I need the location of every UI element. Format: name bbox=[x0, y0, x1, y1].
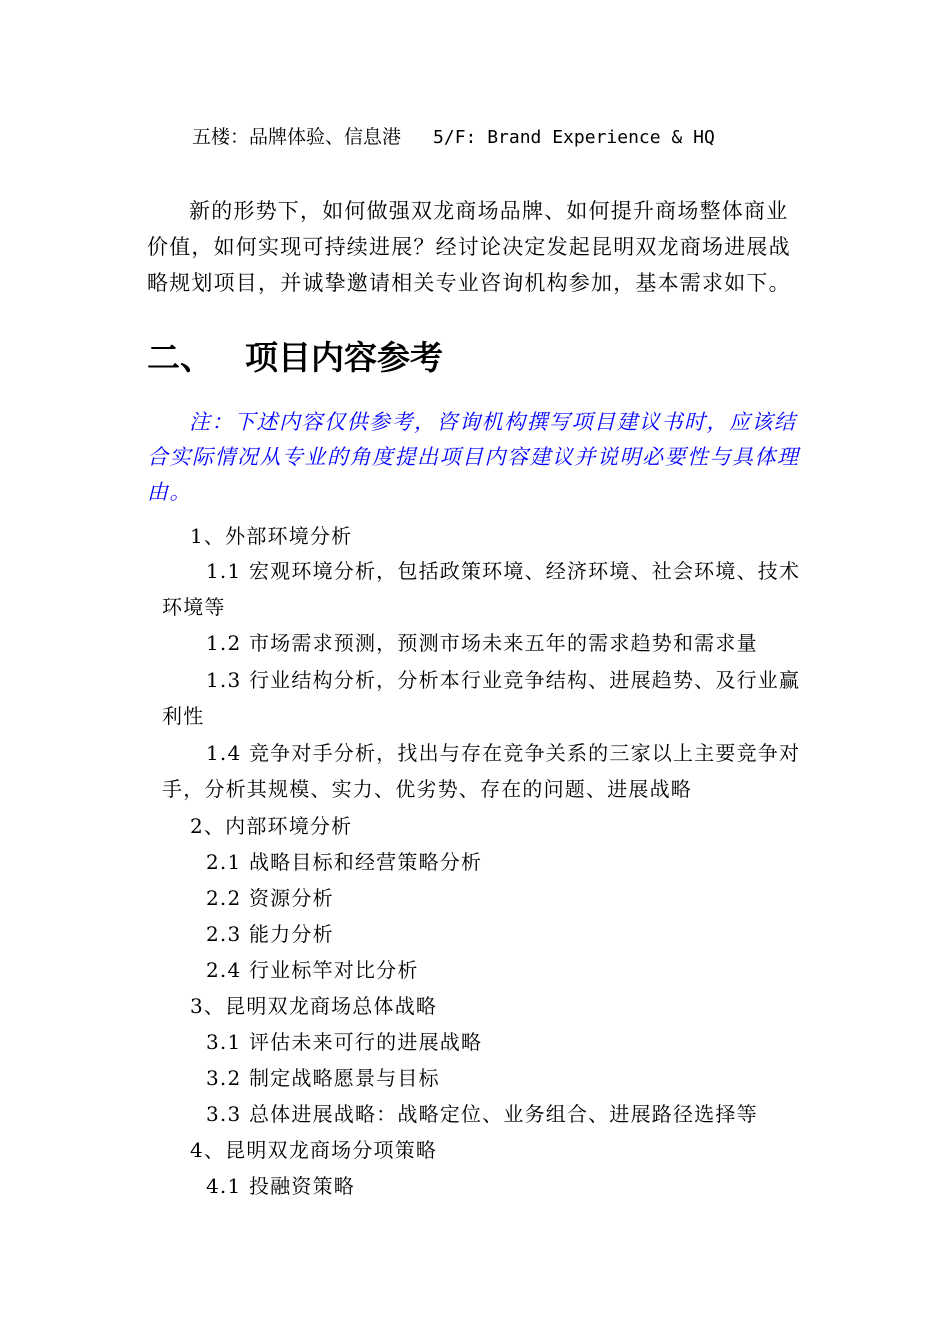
floor-line-en: 5/F: Brand Experience & HQ bbox=[433, 127, 715, 148]
outline-item-1-2: 1.2 市场需求预测，预测市场未来五年的需求趋势和需求量 bbox=[206, 631, 758, 655]
outline-item-2-4: 2.4 行业标竿对比分析 bbox=[206, 958, 419, 982]
outline-item-1: 1、外部环境分析 bbox=[190, 524, 353, 548]
outline-item-2-2: 2.2 资源分析 bbox=[206, 886, 334, 910]
outline-item-4-1: 4.1 投融资策略 bbox=[206, 1174, 355, 1198]
outline-item-2: 2、内部环境分析 bbox=[190, 814, 353, 838]
outline-item-3-3: 3.3 总体进展战略：战略定位、业务组合、进展路径选择等 bbox=[206, 1102, 758, 1126]
outline-item-3-1: 3.1 评估未来可行的进展战略 bbox=[206, 1030, 483, 1054]
section-title: 项目内容参考 bbox=[245, 338, 443, 377]
outline-item-1-1: 1.1 宏观环境分析，包括政策环境、经济环境、社会环境、技术环境等 bbox=[162, 559, 801, 619]
outline-item-1-4: 1.4 竞争对手分析，找出与存在竞争关系的三家以上主要竞争对手，分析其规模、实力、优劣势、存在的问题、进展战略 bbox=[162, 741, 801, 801]
floor-line-zh: 五楼：品牌体验、信息港 bbox=[192, 126, 402, 148]
outline-item-1-3: 1.3 行业结构分析，分析本行业竞争结构、进展趋势、及行业赢利性 bbox=[162, 668, 801, 728]
section-number: 二、 bbox=[147, 338, 213, 377]
outline-item-3: 3、昆明双龙商场总体战略 bbox=[190, 994, 438, 1018]
outline-item-2-1: 2.1 战略目标和经营策略分析 bbox=[206, 850, 483, 874]
outline-item-2-3: 2.3 能力分析 bbox=[206, 922, 334, 946]
outline-item-3-2: 3.2 制定战略愿景与目标 bbox=[206, 1066, 440, 1090]
outline-item-4: 4、昆明双龙商场分项策略 bbox=[190, 1138, 438, 1162]
intro-paragraph: 新的形势下，如何做强双龙商场品牌、如何提升商场整体商业价值，如何实现可持续进展？经讨论决定发起昆明双龙商场进展战略规划项目，并诚挚邀请相关专业咨询机构参加，基本需求如下。 bbox=[147, 199, 791, 295]
note-paragraph: 注：下述内容仅供参考，咨询机构撰写项目建议书时，应该结合实际情况从专业的角度提出项目内容建议并说明必要性与具体理由。 bbox=[147, 410, 800, 504]
